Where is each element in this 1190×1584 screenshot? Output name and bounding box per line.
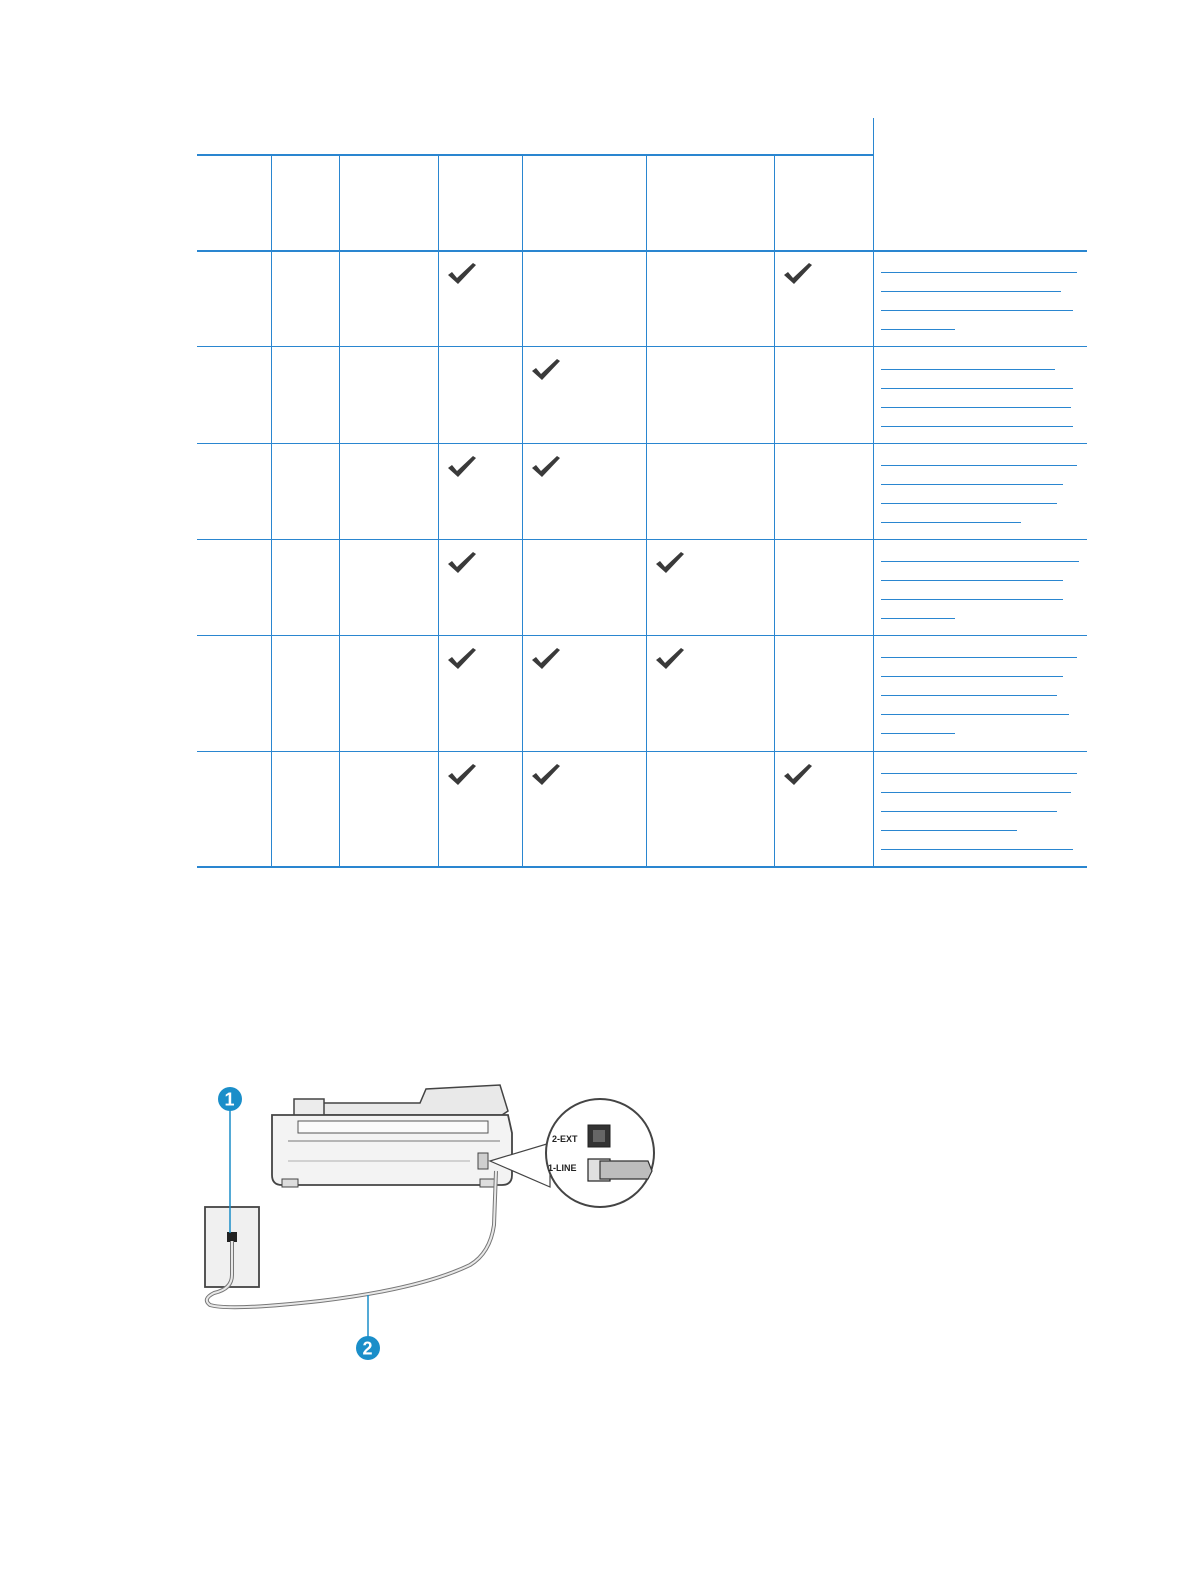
- link-underline[interactable]: [881, 714, 1069, 715]
- ext-port-label: 2-EXT: [552, 1134, 578, 1144]
- link-underline[interactable]: [881, 695, 1057, 696]
- check-mark-icon: [446, 262, 478, 286]
- table-rule: [197, 539, 1087, 540]
- link-underline[interactable]: [881, 811, 1057, 812]
- check-mark-icon: [446, 455, 478, 479]
- link-underline[interactable]: [881, 561, 1079, 562]
- link-underline[interactable]: [881, 291, 1061, 292]
- column-divider: [438, 155, 439, 867]
- link-underline[interactable]: [881, 773, 1077, 774]
- check-mark-icon: [446, 551, 478, 575]
- table-rule: [197, 751, 1087, 752]
- link-underline[interactable]: [881, 369, 1055, 370]
- port-zoom-callout: [490, 1099, 654, 1207]
- callout-1-number: 1: [224, 1089, 235, 1110]
- header-divider: [873, 118, 874, 251]
- column-divider: [774, 155, 775, 867]
- link-underline[interactable]: [881, 792, 1071, 793]
- link-underline[interactable]: [881, 599, 1063, 600]
- link-underline[interactable]: [881, 484, 1063, 485]
- check-mark-icon: [654, 551, 686, 575]
- check-mark-icon: [782, 262, 814, 286]
- link-underline[interactable]: [881, 407, 1071, 408]
- table-rule: [197, 346, 1087, 347]
- link-underline[interactable]: [881, 830, 1017, 831]
- check-mark-icon: [530, 455, 562, 479]
- link-underline[interactable]: [881, 310, 1073, 311]
- link-underline[interactable]: [881, 388, 1073, 389]
- column-divider: [339, 155, 340, 867]
- table-rule: [197, 250, 1087, 252]
- table-rule: [197, 154, 873, 156]
- link-underline[interactable]: [881, 272, 1077, 273]
- check-mark-icon: [530, 647, 562, 671]
- column-divider: [646, 155, 647, 867]
- link-underline[interactable]: [881, 580, 1063, 581]
- link-underline[interactable]: [881, 426, 1073, 427]
- check-mark-icon: [530, 763, 562, 787]
- link-underline[interactable]: [881, 465, 1077, 466]
- column-divider: [522, 155, 523, 867]
- link-underline[interactable]: [881, 329, 955, 330]
- check-mark-icon: [530, 358, 562, 382]
- check-mark-icon: [446, 647, 478, 671]
- link-underline[interactable]: [881, 503, 1057, 504]
- link-underline[interactable]: [881, 618, 955, 619]
- column-divider: [271, 155, 272, 867]
- line-port-label: 1-LINE: [548, 1163, 577, 1173]
- link-underline[interactable]: [881, 522, 1021, 523]
- link-underline[interactable]: [881, 849, 1073, 850]
- link-underline[interactable]: [881, 676, 1063, 677]
- callout-2-number: 2: [362, 1338, 373, 1359]
- link-underline[interactable]: [881, 657, 1077, 658]
- table-rule: [197, 635, 1087, 636]
- check-mark-icon: [654, 647, 686, 671]
- check-mark-icon: [782, 763, 814, 787]
- link-underline[interactable]: [881, 733, 955, 734]
- check-mark-icon: [446, 763, 478, 787]
- column-divider: [873, 251, 874, 867]
- printer-illustration: [272, 1085, 512, 1187]
- table-rule: [197, 443, 1087, 444]
- callout-2: [356, 1295, 380, 1360]
- fax-connection-diagram: [190, 1075, 670, 1375]
- table-rule: [197, 866, 1087, 868]
